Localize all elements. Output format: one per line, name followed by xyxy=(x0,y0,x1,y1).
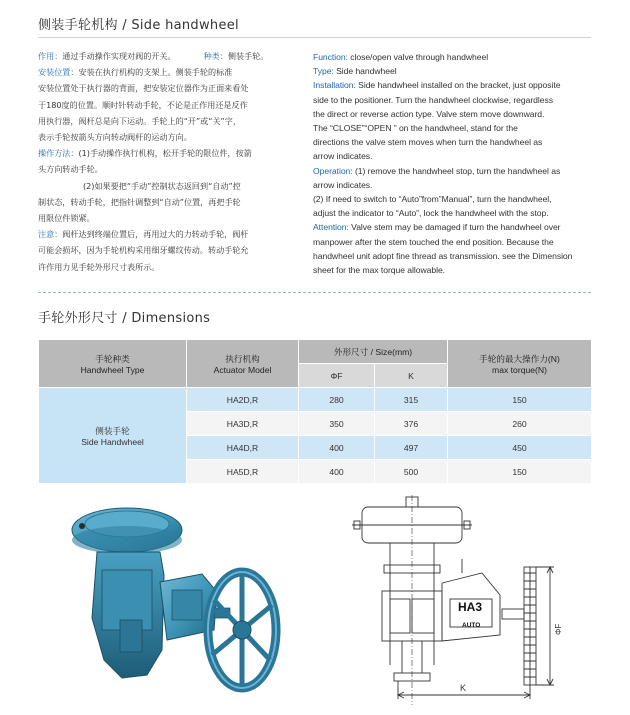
cell-k: 497 xyxy=(375,436,448,460)
cell-torque: 150 xyxy=(448,388,592,412)
cell-k: 315 xyxy=(375,388,448,412)
cell-torque: 150 xyxy=(448,460,592,484)
header-actuator-model: 执行机构 Actuator Model xyxy=(187,340,299,388)
drawing-auto-label: AUTO xyxy=(462,622,481,629)
attention-zh: 注意：阀杆达到终端位置后，再用过大的力转动手轮，阀杆 可能会损坏，因为手轮机构采用细牙螺纹传动。转动手轮允 许作用力见手轮外形尺寸表所示。 xyxy=(38,229,249,272)
cell-k: 376 xyxy=(375,412,448,436)
function-en: Function: close/open valve through handwheel xyxy=(313,52,489,62)
cell-model: HA2D,R xyxy=(187,388,299,412)
attention-en: Attention: Valve stem may be damaged if turn the handwheel over manpower after the stem touched the end position. Because the handwheel unit adopt fine thread as transmission. see the Dimension sheet for the max torque allowable. xyxy=(313,222,573,276)
header-max-torque: 手轮的最大操作力(N) max torque(N) xyxy=(448,340,592,388)
type-en: Type: Side handwheel xyxy=(313,66,397,77)
cell-model: HA4D,R xyxy=(187,436,299,460)
installation-zh: 安装位置：安装在执行机构的支架上。侧装手轮的标准 安装位置处于执行器的背面，把安装定位器作为正面来看处 于180度的位置。顺时针转动手轮，不论是正作用还是反作 用执行器，阀杆总是向下运动。手轮上的“开”或“关”字， 表示手轮按箭头方向转动阀杆的运动方向。 xyxy=(38,67,249,143)
chinese-description xyxy=(38,48,300,275)
title-divider xyxy=(38,37,591,38)
cell-k: 500 xyxy=(375,460,448,484)
drawing-k-label: K xyxy=(460,683,467,693)
drawing-model-label: HA3 xyxy=(458,600,483,614)
cell-torque: 450 xyxy=(448,436,592,460)
cell-model: HA5D,R xyxy=(187,460,299,484)
handwheel-drawing xyxy=(342,495,572,705)
cell-torque: 260 xyxy=(448,412,592,436)
header-phi-f: ΦF xyxy=(299,364,375,388)
section-title-side-handwheel: 侧装手轮机构 / Side handwheel xyxy=(38,18,239,33)
operation-zh: 操作方法：(1)手动操作执行机构，松开手轮的限位件，按箭 头方向转动手轮。 (2)如果要把“手动”控制状态返回到“自动”控 制状态，转动手轮，把指针调整到“自动”位置，再把手轮 用限位件锁紧。 xyxy=(38,148,252,224)
operation-en: Operation: (1) remove the handwheel stop, turn the handwheel as arrow indicates. (2) If need to switch to “Auto”from”Manual”, turn the handwheel, adjust the indicator to “Auto”, lock the handwheel with the stop. xyxy=(313,165,561,219)
section-separator xyxy=(38,292,591,293)
function-line: 作用：通过手动操作实现对阀的开关。 种类：侧装手轮。 xyxy=(38,51,269,61)
drawing-phi-label: ΦF xyxy=(554,623,563,635)
cell-phi: 400 xyxy=(299,460,375,484)
cell-phi: 280 xyxy=(299,388,375,412)
section-title-dimensions: 手轮外形尺寸 / Dimensions xyxy=(38,311,211,326)
installation-en: Installation: Side handwheel installed on the bracket, just opposite side to the positioner. Turn the handwheel clockwise, regardless the direct or reverse action type. Valve stem move downward. The “CLOSE”“OPEN ” on the handwheel, stand for the directions the valve stem moves when turn the handwheel as arrow indicates. xyxy=(313,80,561,162)
cell-phi: 350 xyxy=(299,412,375,436)
dimensions-table xyxy=(38,339,592,484)
cell-phi: 400 xyxy=(299,436,375,460)
product-photo xyxy=(42,500,302,705)
table-row xyxy=(39,388,592,412)
header-k: K xyxy=(375,364,448,388)
cell-model: HA3D,R xyxy=(187,412,299,436)
english-description xyxy=(313,50,593,277)
header-size: 外形尺寸 / Size(mm) xyxy=(299,340,448,364)
cell-handwheel-type: 侧装手轮 Side Handwheel xyxy=(39,388,187,484)
header-handwheel-type: 手轮种类 Handwheel Type xyxy=(39,340,187,388)
